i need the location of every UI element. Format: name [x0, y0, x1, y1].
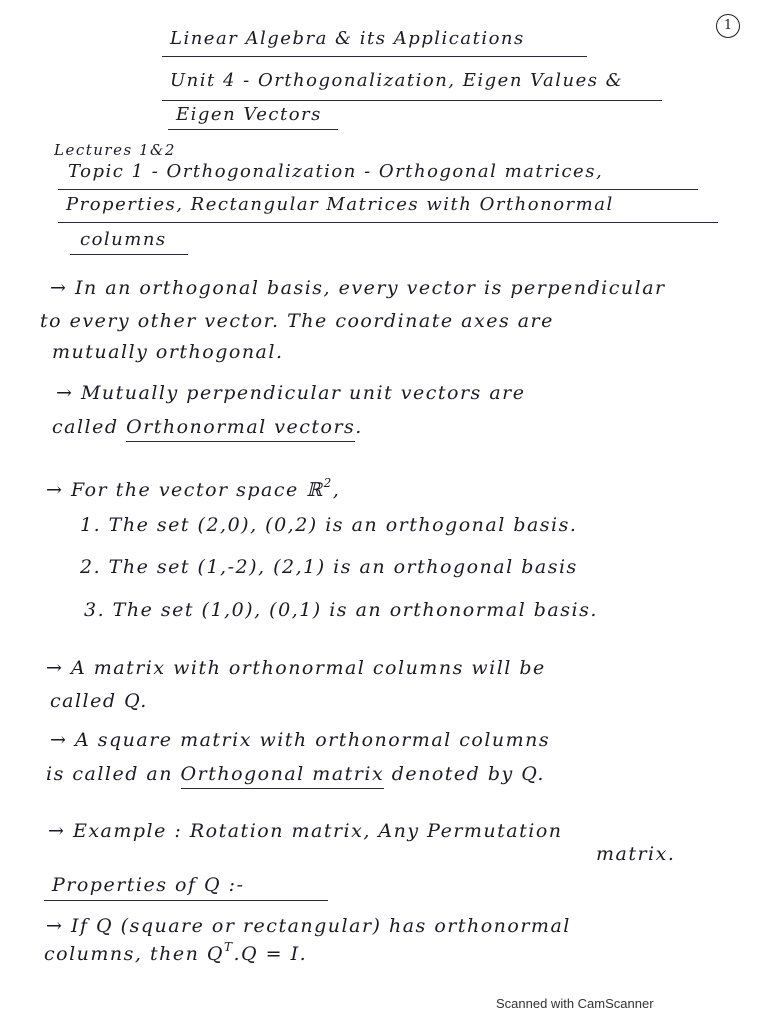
paragraph-5-suffix: denoted by Q. — [391, 763, 545, 785]
paragraph-2-prefix: called — [52, 416, 119, 438]
paragraph-2-line1: → Mutually perpendicular unit vectors are — [56, 382, 526, 404]
scanner-watermark: Scanned with CamScanner — [496, 996, 654, 1011]
topic-heading-line1: Topic 1 - Orthogonalization - Orthogonal matrices, — [68, 161, 604, 182]
orthogonal-matrix-term: Orthogonal matrix — [181, 763, 385, 789]
transpose-superscript: T — [223, 940, 234, 954]
list-item: 1. The set (2,0), (0,2) is an orthogonal basis. — [80, 514, 578, 536]
paragraph-5-line2 — [46, 765, 545, 784]
document-title: Linear Algebra & its Applications — [170, 28, 525, 49]
topic-heading-line3: columns — [80, 229, 167, 250]
vector-space-intro-suffix: , — [332, 479, 341, 501]
properties-heading: Properties of Q :- — [52, 874, 245, 896]
paragraph-1-line1: → In an orthogonal basis, every vector is perpendicular — [50, 277, 666, 299]
paragraph-1-line3: mutually orthogonal. — [52, 341, 284, 363]
paragraph-4-line1: → A matrix with orthonormal columns will be — [46, 657, 546, 679]
paragraph-7-prefix: columns, then Q — [44, 943, 224, 965]
example-line2: matrix. — [596, 843, 676, 865]
vector-space-intro-text: → For the vector space ℝ — [46, 479, 324, 501]
paragraph-1-line2: to every other vector. The coordinate axes are — [40, 310, 554, 332]
paragraph-5-prefix: is called an — [46, 763, 173, 785]
unit-underline-1 — [162, 100, 662, 101]
topic-underline-1 — [58, 189, 698, 190]
properties-underline — [44, 900, 328, 901]
orthonormal-vectors-term: Orthonormal vectors — [126, 416, 355, 442]
unit-heading-line1: Unit 4 - Orthogonalization, Eigen Values & — [170, 70, 624, 91]
paragraph-7-line1: → If Q (square or rectangular) has orthonormal — [46, 915, 571, 937]
vector-space-intro — [46, 476, 341, 501]
topic-heading-line2: Properties, Rectangular Matrices with Orthonormal — [66, 194, 614, 215]
topic-underline-3 — [70, 254, 188, 255]
list-item: 3. The set (1,0), (0,1) is an orthonormal basis. — [84, 599, 598, 621]
list-item: 2. The set (1,-2), (2,1) is an orthogonal basis — [80, 556, 578, 578]
unit-underline-2 — [168, 129, 338, 130]
lectures-label: Lectures 1&2 — [54, 141, 176, 159]
example-line1: → Example : Rotation matrix, Any Permutation — [48, 820, 563, 842]
paragraph-4-line2: called Q. — [50, 690, 148, 712]
paragraph-2-suffix: . — [355, 416, 363, 438]
page-number: 1 — [716, 14, 740, 38]
paragraph-2-line2 — [52, 418, 363, 437]
vector-space-exponent: 2 — [323, 476, 333, 490]
unit-heading-line2: Eigen Vectors — [176, 104, 322, 125]
paragraph-7-line2 — [44, 940, 308, 965]
topic-underline-2 — [58, 222, 718, 223]
paragraph-7-suffix: .Q = I. — [233, 943, 308, 965]
title-underline — [162, 56, 587, 57]
paragraph-5-line1: → A square matrix with orthonormal columns — [50, 729, 551, 751]
